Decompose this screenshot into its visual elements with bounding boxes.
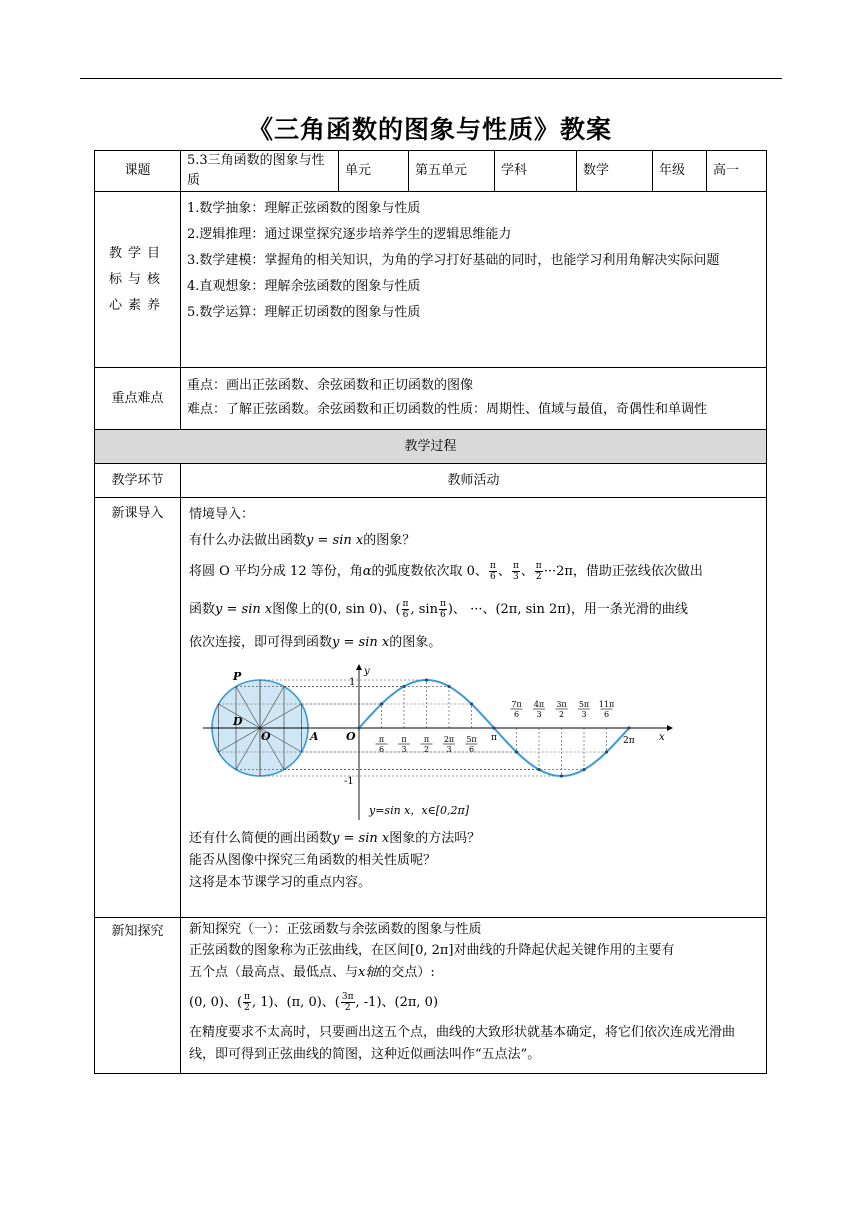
curve-point	[560, 774, 563, 777]
fraction: $\frac{\pi}{6}$	[439, 599, 446, 620]
tick-label-numerator: 3π	[556, 700, 567, 709]
tick-label-denominator: 6	[468, 745, 475, 754]
x-axis-arrow	[667, 725, 673, 731]
explore-paragraph: 五个点（最高点、最低点、与x轴的交点）:	[189, 965, 435, 980]
column-header-row	[95, 464, 767, 498]
stage-column-header: 教学环节	[95, 464, 181, 498]
curve-point	[380, 702, 383, 705]
tick-label-denominator: 2	[423, 745, 430, 754]
curve-point	[470, 702, 473, 705]
curve-point	[425, 678, 428, 681]
tick-label-denominator: 3	[401, 745, 407, 754]
key-point: 重点：画出正弦函数、余弦函数和正切函数的图像	[187, 378, 474, 393]
grade-label: 年级	[653, 151, 707, 192]
tick-label-denominator: 3	[536, 710, 542, 719]
curve-point	[582, 768, 585, 771]
intro-row	[95, 498, 767, 918]
curve-point	[605, 750, 608, 753]
tick-label-denominator: 6	[603, 710, 610, 719]
fraction: $\frac{\pi}{2}$	[244, 992, 250, 1013]
header-rule	[80, 78, 782, 79]
tick-label-numerator: 11π	[598, 700, 615, 709]
topic-value: 5.3三角函数的图象与性质	[181, 151, 339, 192]
intro-question: 这将是本节课学习的重点内容。	[189, 875, 372, 890]
sine-figure	[203, 662, 673, 824]
tick-label-numerator: 4π	[533, 700, 545, 709]
header-row	[95, 151, 767, 192]
topic-label: 课题	[95, 151, 181, 192]
intro-question: 还有什么简便的画出函数y = sin x图象的方法吗？	[189, 831, 481, 846]
curve-point	[537, 768, 540, 771]
tick-label-numerator: 5π	[578, 700, 590, 709]
point-o-label: O	[261, 730, 271, 743]
intro-stage: 新课导入	[95, 498, 181, 918]
explore-paragraph: 正弦函数的图象称为正弦曲线，在区间[0, 2π]对曲线的升降起伏起关键作用的主要有	[189, 943, 675, 958]
curve-point	[357, 726, 360, 729]
sin-formula: y = sin x	[306, 533, 364, 548]
tick-label-numerator: 5π	[466, 735, 477, 744]
point-d-label: D	[233, 715, 243, 728]
fraction: $\frac{\pi}{6}$	[402, 599, 409, 620]
intro-content	[181, 498, 767, 918]
difficult-point: 难点：了解正弦函数。余弦函数和正切函数的性质：周期性、值域与最值，奇偶性和单调性	[187, 402, 708, 417]
intro-paragraph: 依次连接，即可得到函数y = sin x的图象。	[189, 635, 442, 650]
y-one-label: 1	[349, 677, 356, 688]
point-a-label: A	[310, 730, 319, 743]
five-points: (0, 0)、( $\frac{\pi}{2}$ , 1)、(π, 0)、( $\frac{3\pi}{2}$ , -1)、(2π, 0)	[189, 992, 439, 1013]
unit-label: 单元	[339, 151, 409, 192]
curve-point	[515, 750, 518, 753]
process-header-row	[95, 430, 767, 464]
point-p-label: P	[233, 670, 242, 683]
goal-item: 3.数学建模：掌握角的相关知识，为角的学习打好基础的同时，也能学习利用角解决实际问题	[187, 253, 720, 268]
pi-label: π	[491, 733, 497, 743]
subject-label: 学科	[495, 151, 577, 192]
process-header: 教学过程	[95, 430, 767, 464]
sine-figure-svg	[203, 662, 673, 824]
explore-heading: 新知探究（一）：正弦函数与余弦函数的图象与性质	[189, 922, 482, 937]
key-points-content	[181, 368, 767, 430]
goals-content	[181, 192, 767, 368]
explore-row	[95, 918, 767, 1074]
intro-paragraph: 将圆 O 平均分成 12 等份，角α的弧度数依次取 0、 $\frac{\pi}{6}$ 、 $\frac{\pi}{3}$ 、 $\frac{\pi}{2}$ ···2π，借助正弦线依次做出	[189, 561, 703, 582]
explore-content	[181, 918, 767, 1074]
intro-paragraph: 函数y = sin x图像上的(0, sin 0)、( $\frac{\pi}{6}$ , sin $\frac{\pi}{6}$ )、 ···、(2π, sin 2π)，用一条光滑的曲线	[189, 599, 688, 620]
intro-question: 能否从图像中探究三角函数的相关性质呢？	[189, 853, 437, 868]
goal-item: 5.数学运算：理解正切函数的图象与性质	[187, 305, 421, 320]
lesson-plan-table	[94, 150, 767, 1074]
tick-label-denominator: 6	[513, 710, 520, 719]
grade-value: 高一	[707, 151, 767, 192]
intro-question: 有什么办法做出函数y = sin x的图象？	[189, 533, 416, 548]
tick-label-numerator: π	[423, 735, 430, 744]
tick-label-numerator: π	[378, 735, 385, 744]
fraction: $\frac{\pi}{6}$	[489, 561, 496, 582]
two-pi-label: 2π	[623, 736, 635, 746]
y-minus-one-label: -1	[344, 776, 354, 787]
y-axis-arrow	[356, 664, 362, 670]
tick-label-numerator: 7π	[511, 700, 522, 709]
tick-label-denominator: 2	[558, 710, 565, 719]
explore-paragraph: 在精度要求不太高时，只要画出这五个点，曲线的大致形状就基本确定，将它们依次连成光滑曲线，即可得到正弦曲线的简图，这种近似画法叫作“五点法”。	[189, 1025, 736, 1062]
figure-caption: y=sin x，x∈[0,2π]	[369, 804, 470, 817]
curve-point	[492, 726, 495, 729]
origin-label: O	[346, 730, 356, 743]
goal-item: 4.直观想象：理解余弦函数的图象与性质	[187, 279, 421, 294]
tick-label-denominator: 3	[581, 710, 587, 719]
intro-lead: 情境导入：	[189, 507, 255, 522]
tick-label-denominator: 6	[378, 745, 385, 754]
fraction: $\frac{\pi}{3}$	[512, 561, 519, 582]
tick-label-numerator: π	[401, 735, 407, 744]
subject-value: 数学	[577, 151, 653, 192]
y-axis-label: y	[364, 666, 370, 677]
activity-column-header: 教师活动	[181, 464, 767, 498]
goal-item: 2.逻辑推理：通过课堂探究逐步培养学生的逻辑思维能力	[187, 227, 512, 242]
explore-stage: 新知探究	[95, 918, 181, 1074]
goal-item: 1.数学抽象：理解正弦函数的图象与性质	[187, 201, 421, 216]
goals-label: 教学目标与核心素养	[95, 192, 181, 368]
fraction: $\frac{3\pi}{2}$	[341, 992, 354, 1013]
curve-point	[402, 685, 405, 688]
document-title: 《三角函数的图象与性质》教案	[247, 115, 612, 144]
unit-value: 第五单元	[409, 151, 495, 192]
key-points-row	[95, 368, 767, 430]
fraction: $\frac{\pi}{2}$	[535, 561, 542, 582]
tick-label-numerator: 2π	[443, 735, 455, 744]
curve-point	[447, 685, 450, 688]
tick-label-denominator: 3	[446, 745, 452, 754]
key-points-label: 重点难点	[95, 368, 181, 430]
x-axis-label: x	[659, 732, 665, 743]
goals-row	[95, 192, 767, 368]
curve-point	[627, 726, 630, 729]
